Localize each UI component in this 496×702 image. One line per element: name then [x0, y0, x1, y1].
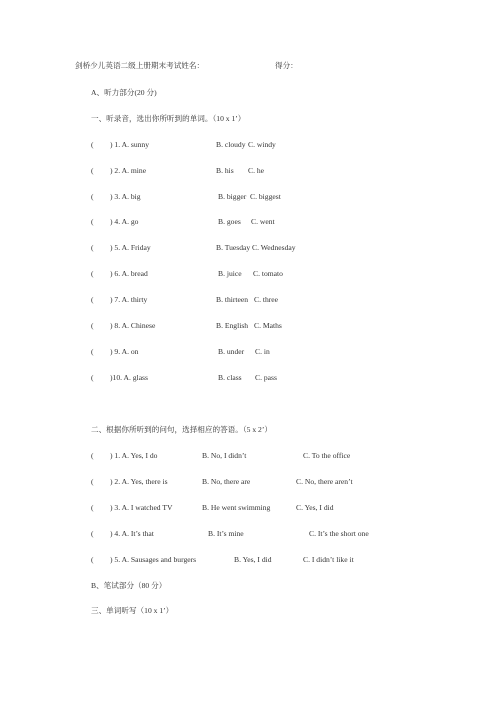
- part1-question-6: [91, 270, 471, 280]
- answer-paren: (: [91, 166, 94, 175]
- question-option-c: C. in: [255, 347, 270, 356]
- question-option-a: ) 1. A. Yes, I do: [110, 451, 158, 460]
- question-option-c: C. I didn’t like it: [303, 555, 354, 564]
- answer-paren: (: [91, 321, 94, 330]
- part1-question-2: [91, 167, 471, 177]
- answer-paren: (: [91, 217, 94, 226]
- question-option-a: ) 5. A. Friday: [110, 243, 151, 252]
- question-option-a: ) 3. A. big: [110, 192, 141, 201]
- question-option-c: C. pass: [255, 373, 277, 382]
- answer-paren: (: [91, 140, 94, 149]
- question-option-c: C. Wednesday: [252, 243, 296, 252]
- answer-paren: (: [91, 373, 94, 382]
- question-option-b: B. thirteen: [216, 295, 249, 304]
- question-option-a: ) 4. A. go: [110, 217, 139, 226]
- answer-paren: (: [91, 477, 94, 486]
- question-option-a: )10. A. glass: [110, 373, 148, 382]
- answer-paren: (: [91, 529, 94, 538]
- question-option-c: C. biggest: [250, 192, 281, 201]
- answer-paren: (: [91, 451, 94, 460]
- question-option-b: B. his: [216, 166, 234, 175]
- part2-instruction: 二、根据你所听到的问句，选择相应的答语。（5 x 2’）: [91, 425, 272, 434]
- question-option-c: C. No, there aren’t: [296, 477, 353, 486]
- question-option-b: B. under: [218, 347, 245, 356]
- answer-paren: (: [91, 295, 94, 304]
- question-option-c: C. tomato: [253, 269, 283, 278]
- question-option-b: B. goes: [218, 217, 241, 226]
- question-option-c: C. It’s the short one: [309, 529, 369, 538]
- question-option-b: B. No, there are: [202, 477, 251, 486]
- part1-question-7: [91, 296, 471, 306]
- part1-question-5: [91, 244, 471, 254]
- question-option-b: B. He went swimming: [202, 503, 271, 512]
- question-option-b: B. It’s mine: [208, 529, 244, 538]
- part1-question-1: [91, 141, 471, 151]
- section-a-heading: A、听力部分(20 分): [91, 88, 157, 97]
- score-label: 得分：: [275, 61, 298, 70]
- question-option-a: ) 1. A. sunny: [110, 140, 150, 149]
- answer-paren: (: [91, 503, 94, 512]
- question-option-c: C. Maths: [254, 321, 282, 330]
- question-option-c: C. Yes, I did: [296, 503, 334, 512]
- question-option-b: B. cloudy: [216, 140, 246, 149]
- answer-paren: (: [91, 269, 94, 278]
- answer-paren: (: [91, 243, 94, 252]
- question-option-b: B. Tuesday: [216, 243, 251, 252]
- question-option-a: ) 2. A. mine: [110, 166, 147, 175]
- question-option-c: C. went: [251, 217, 275, 226]
- question-option-a: ) 9. A. on: [110, 347, 139, 356]
- question-option-a: ) 2. A. Yes, there is: [110, 477, 168, 486]
- question-option-a: ) 3. A. I watched TV: [110, 503, 173, 512]
- part2-question-3: [91, 504, 471, 514]
- part2-question-4: [91, 530, 471, 540]
- part1-question-8: [91, 322, 471, 332]
- part1-question-4: [91, 218, 471, 228]
- question-option-b: B. English: [216, 321, 249, 330]
- part2-question-5: [91, 556, 471, 566]
- question-option-b: B. class: [218, 373, 242, 382]
- answer-paren: (: [91, 555, 94, 564]
- question-option-c: C. three: [254, 295, 279, 304]
- question-option-c: C. windy: [248, 140, 276, 149]
- question-option-b: B. juice: [218, 269, 242, 278]
- question-option-b: B. No, I didn’t: [202, 451, 247, 460]
- section-b-heading: B、笔试部分（80 分）: [91, 581, 167, 590]
- question-option-a: ) 6. A. bread: [110, 269, 148, 278]
- part1-instruction: 一、听录音，选出你所听到的单词。（10 x 1’）: [91, 114, 246, 123]
- question-option-a: ) 7. A. thirty: [110, 295, 148, 304]
- part2-question-2: [91, 478, 471, 488]
- answer-paren: (: [91, 347, 94, 356]
- question-option-a: ) 4. A. It’s that: [110, 529, 154, 538]
- question-option-c: C. he: [248, 166, 265, 175]
- part1-question-9: [91, 348, 471, 358]
- exam-title: 剑桥少儿英语二级上册期末考试姓名：: [75, 61, 205, 70]
- part3-instruction: 三、单词听写（10 x 1’）: [91, 606, 174, 615]
- question-option-b: B. bigger: [218, 192, 247, 201]
- exam-header: [75, 61, 298, 70]
- part1-question-3: [91, 193, 471, 203]
- question-option-b: B. Yes, I did: [234, 555, 272, 564]
- question-option-c: C. To the office: [303, 451, 351, 460]
- question-option-a: ) 8. A. Chinese: [110, 321, 156, 330]
- part1-question-10: [91, 374, 471, 384]
- answer-paren: (: [91, 192, 94, 201]
- question-option-a: ) 5. A. Sausages and burgers: [110, 555, 197, 564]
- part2-question-1: [91, 452, 471, 462]
